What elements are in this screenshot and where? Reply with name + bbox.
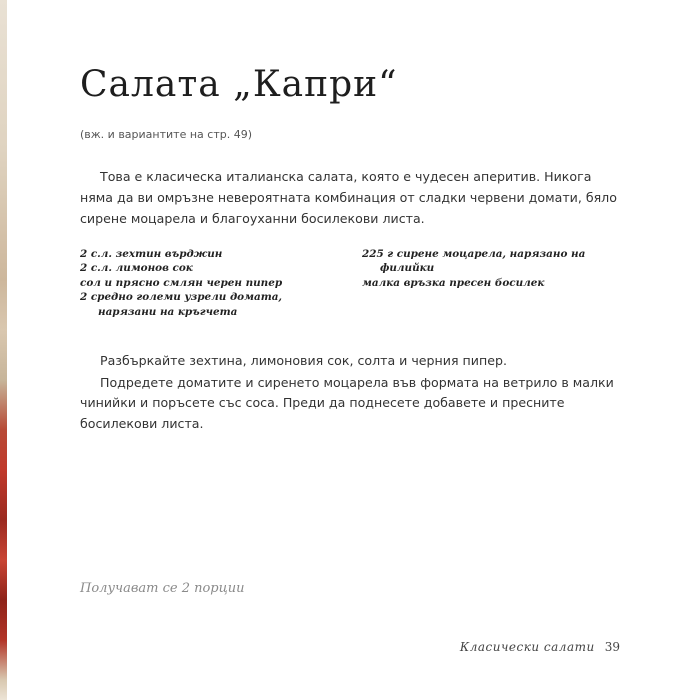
recipe-title: Салата „Капри“	[80, 64, 398, 105]
method-step: Разбъркайте зехтина, лимоновия сок, солта и черния пипер.	[100, 353, 507, 368]
method-step: Подредете доматите и сиренето моцарела във формата на ветрило в малки чинийки и поръсете със соса. Преди да поднесете добавете и пресните босилекови листа.	[80, 374, 614, 431]
ingredient-item: 2 с.л. лимонов сок	[80, 262, 193, 275]
page-footer	[440, 640, 620, 654]
ingredients-list-right	[362, 247, 632, 290]
ingredients-list-left	[80, 247, 340, 319]
photo-edge-strip	[0, 0, 7, 700]
ingredient-item: 2 средно големи узрели домата, нарязани на кръгчета	[80, 291, 283, 318]
ingredient-item: 2 с.л. зехтин върджин	[80, 248, 223, 260]
ingredient-item: сол и прясно смлян черен пипер	[80, 276, 283, 289]
recipe-intro: Това е класическа италианска салата, която е чудесен аперитив. Никога няма да ви омръзне невероятната комбинация от сладки червени домати, бяло сирене моцарела и благоуханни босилекови листа.	[80, 169, 617, 226]
variants-note: (вж. и вариантите на стр. 49)	[80, 128, 252, 141]
method-section	[80, 351, 628, 434]
section-name: Класически салати	[459, 640, 595, 654]
ingredient-item: малка връзка пресен босилек	[362, 276, 545, 289]
ingredient-item: 225 г сирене моцарела, нарязано на филийки	[362, 248, 586, 275]
servings-note: Получават се 2 порции	[80, 581, 245, 596]
page-number: 39	[604, 640, 620, 654]
